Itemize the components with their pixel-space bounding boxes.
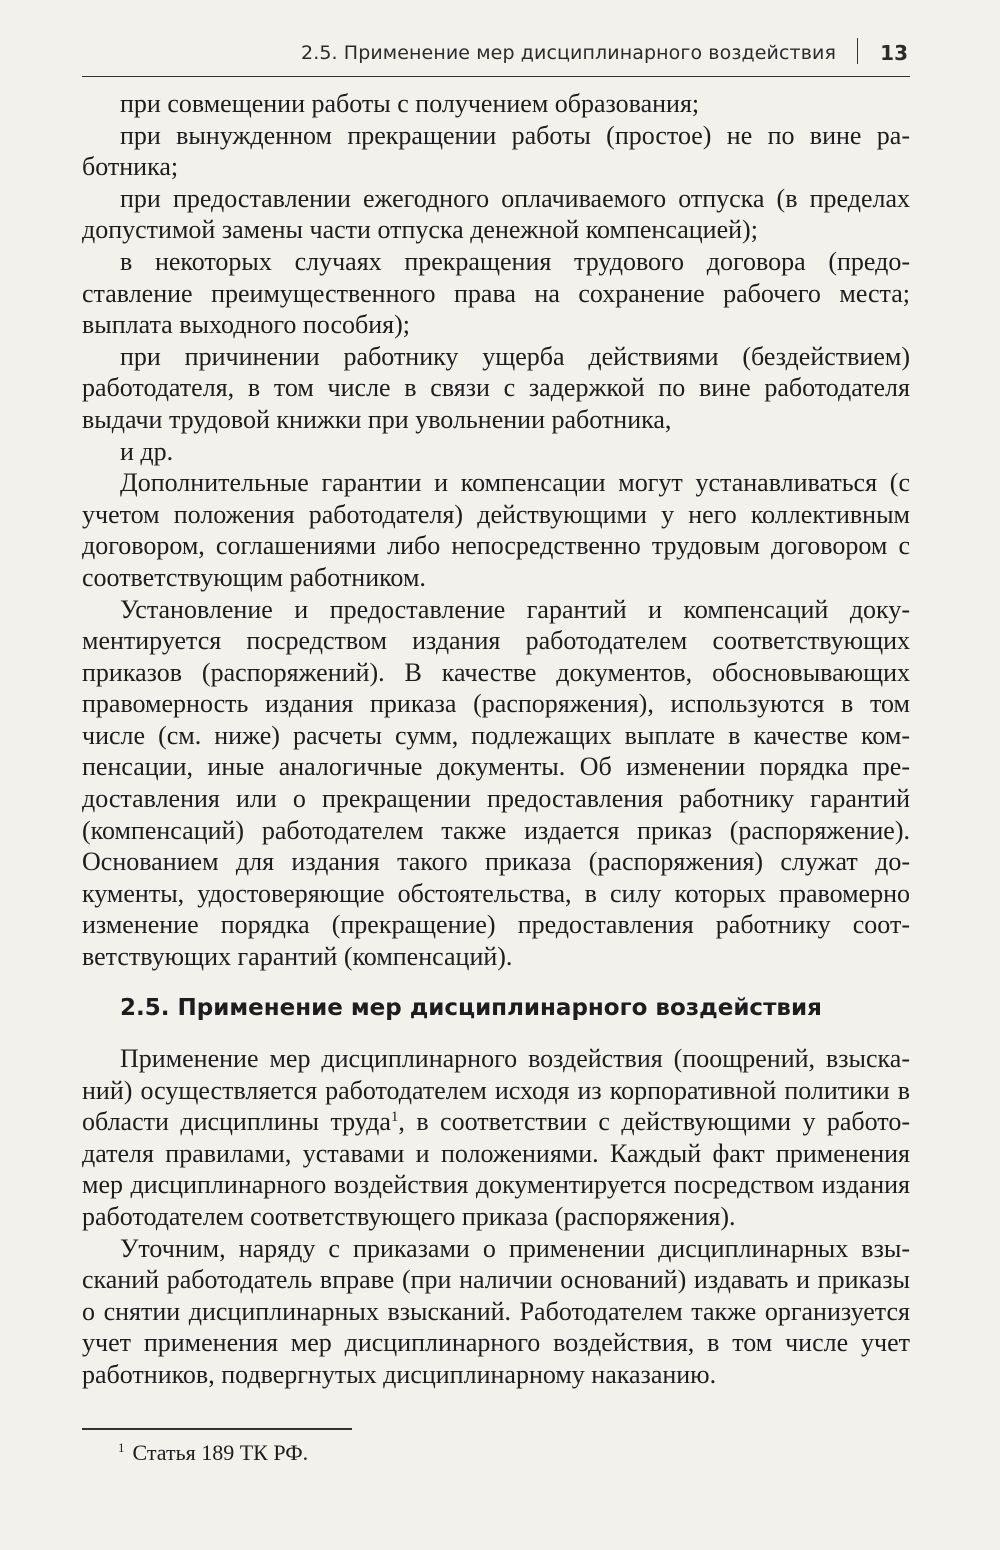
footnote-text: Статья 189 ТК РФ. xyxy=(132,1440,309,1465)
book-page xyxy=(82,0,910,1550)
page-number: 13 xyxy=(880,41,908,65)
footnote xyxy=(118,1440,308,1466)
footnote-divider xyxy=(82,1428,352,1430)
paragraph-list-item-etc: и др. xyxy=(120,436,174,466)
paragraph-disciplinary-measures xyxy=(82,1043,910,1233)
main-text-block xyxy=(82,88,910,973)
paragraph-additional-guarantees: Дополнительные гарантии и компенсации могут устанавливаться (с учетом положения работодателя) действующими у него коллективным договором, соглашениями либо непосредственно трудовым договором с соответствующим работником. xyxy=(82,468,910,592)
paragraph-documenting-guarantees: Установление и предоставление гарантий и компенсаций документируется посредством издания работодателем соответствующих приказов (распоряжений). В качестве документов, обосновывающих правомерность издания приказа (распоряжения), используются в том числе (см. ниже) расчеты сумм, подлежащих выплате в качестве компенсации, иные аналогичные документы. Об изменении порядка предоставления или о прекращении предоставления работнику гарантий (компенсаций) работодателем также издается приказ (распоряжение). Основанием для издания такого приказа (распоряжения) служат документы, удостоверяющие обстоятельства, в силу которых правомерно изменение порядка (прекращение) предоставления работнику соответствующих гарантий (компенсаций). xyxy=(82,594,910,972)
paragraph-list-item-education: при совмещении работы с получением образования; xyxy=(120,89,700,118)
paragraph-text-before-note: Применение мер дисциплинарного воздействия (поощрений, взысканий) осуществляется работодателем исходя из корпоративной политики в области дисциплины труда xyxy=(82,1044,910,1137)
running-header-title: 2.5. Применение мер дисциплинарного воздействия xyxy=(301,42,836,64)
paragraph-list-item-damage: при причинении работнику ущерба действиями (бездействием) работодателя, в том числе в связи с задержкой по вине работодателя выдачи трудовой книжки при увольнении работника, xyxy=(82,341,910,434)
section-heading: 2.5. Применение мер дисциплинарного воздействия xyxy=(120,995,822,1021)
paragraph-list-item-termination: в некоторых случаях прекращения трудового договора (предоставление преимущественного права на сохранение рабочего места; выплата выходного пособия); xyxy=(82,246,910,340)
footnote-reference[interactable]: 1 xyxy=(390,1109,399,1126)
footnote-mark: 1 xyxy=(118,1440,125,1455)
running-header xyxy=(82,36,910,77)
running-header-separator xyxy=(857,38,859,64)
paragraph-text-after-note: , в соответствии с действующими у работодателя правилами, уставами и положениями. Каждый факт применения мер дисциплинарного воздействия документируется посредством издания работодателем соответствующего приказа (распоряжения). xyxy=(82,1107,910,1231)
paragraph-list-item-vacation: при предоставлении ежегодного оплачиваемого отпуска (в пределах допустимой замены части отпуска денежной компенсацией); xyxy=(82,183,910,245)
paragraph-disciplinary-orders: Уточним, наряду с приказами о применении дисциплинарных взысканий работодатель вправе (при наличии оснований) издавать и приказы о снятии дисциплинарных взысканий. Работодателем также организуется учет применения мер дисциплинарного воздействия, в том числе учет работников, подвергнутых дисциплинарному наказанию. xyxy=(82,1233,910,1389)
section-text-block xyxy=(82,1043,910,1391)
paragraph-list-item-downtime: при вынужденном прекращении работы (простое) не по вине работника; xyxy=(82,120,910,182)
